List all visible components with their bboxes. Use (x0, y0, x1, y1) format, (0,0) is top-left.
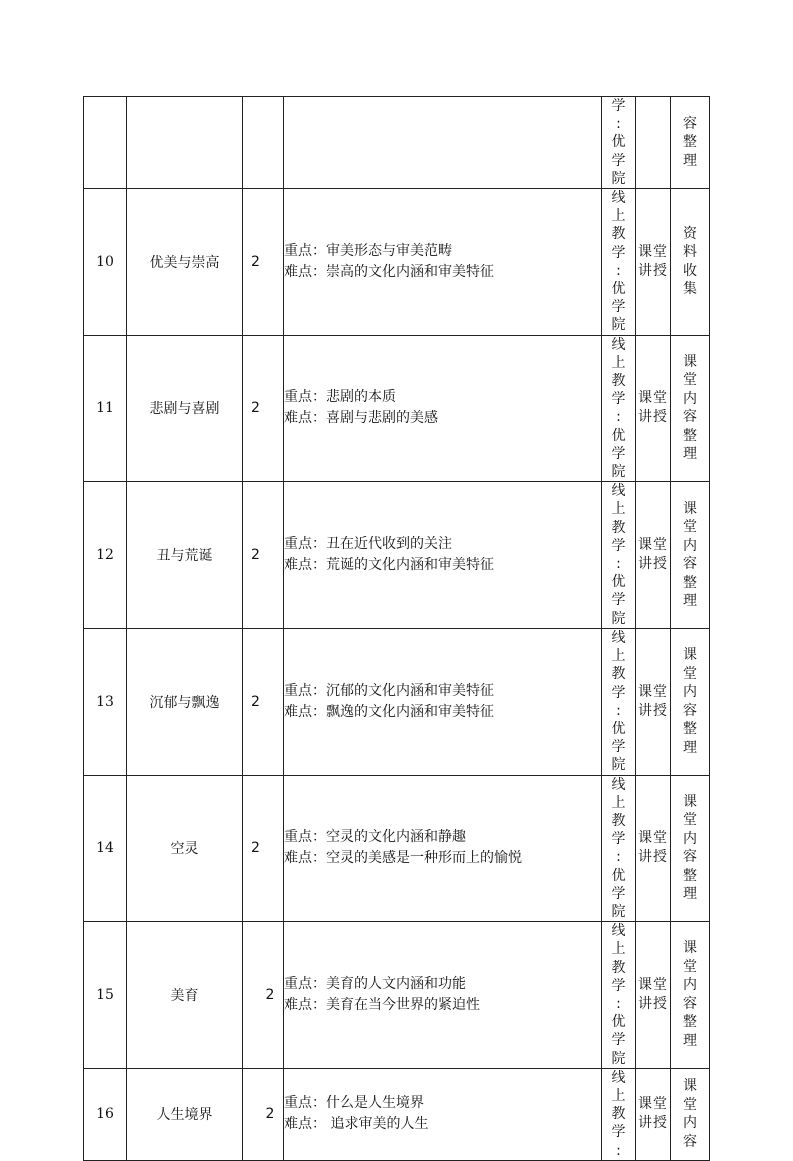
platform-char: 学 (611, 391, 626, 408)
platform-char: 线 (611, 336, 626, 353)
platform-char: 上 (611, 794, 626, 811)
platform-char: 上 (611, 648, 626, 665)
platform-char: 线 (611, 923, 626, 940)
key-point: 重点：空灵的文化内涵和静趣 (284, 829, 466, 846)
task-char: 收 (683, 262, 697, 279)
platform-char: : (616, 262, 621, 279)
lesson-content (284, 97, 602, 189)
task-char: 课 (683, 1078, 697, 1095)
task-char: 容 (683, 409, 697, 426)
teaching-method (636, 922, 671, 1069)
lesson-hours: 2 (243, 189, 284, 336)
student-task (671, 189, 710, 336)
teaching-method (636, 1068, 671, 1160)
method-line: 课堂 (638, 537, 668, 554)
platform-char: : (616, 556, 621, 573)
lesson-hours: 2 (243, 1068, 284, 1160)
lesson-content (284, 922, 602, 1069)
platform-char: 优 (611, 281, 626, 298)
platform-char: 线 (611, 483, 626, 500)
key-point: 重点：沉郁的文化内涵和审美特征 (284, 682, 494, 699)
method-line: 讲授 (638, 556, 668, 573)
lesson-hours: 2 (243, 482, 284, 629)
method-line: 讲授 (638, 409, 668, 426)
teaching-platform (602, 189, 636, 336)
student-task (671, 628, 710, 775)
method-line: 课堂 (638, 683, 668, 700)
student-task (671, 335, 710, 482)
platform-char: 教 (611, 226, 626, 243)
lesson-title (127, 97, 243, 189)
key-point: 重点：美育的人文内涵和功能 (284, 975, 466, 992)
task-char: 整 (683, 721, 697, 738)
task-char: 课 (683, 793, 697, 810)
platform-char: 学 (611, 1124, 626, 1141)
platform-char: 优 (611, 134, 626, 151)
platform-char: 优 (611, 427, 626, 444)
platform-char: 教 (611, 812, 626, 829)
platform-char: : (616, 116, 621, 133)
platform-char: 优 (611, 1014, 626, 1031)
table-row (84, 628, 710, 775)
platform-char: : (616, 702, 621, 719)
platform-char: 线 (611, 190, 626, 207)
lesson-title: 优美与崇高 (127, 189, 243, 336)
task-char: 内 (683, 1115, 697, 1132)
platform-char: 线 (611, 1069, 626, 1086)
platform-char: 教 (611, 959, 626, 976)
platform-char: 学 (611, 98, 626, 114)
lesson-hours: 2 (243, 922, 284, 1069)
key-point: 重点：悲剧的本质 (284, 389, 396, 406)
task-char: 课 (683, 500, 697, 517)
task-char: 整 (683, 134, 697, 151)
difficult-point: 难点：荒诞的文化内涵和审美特征 (284, 557, 494, 574)
table-row (84, 335, 710, 482)
difficult-point: 难点： 追求审美的人生 (284, 1116, 429, 1133)
platform-char: 优 (611, 867, 626, 884)
task-char: 整 (683, 574, 697, 591)
lesson-content (284, 628, 602, 775)
method-line: 课堂 (638, 1096, 668, 1113)
task-char: 理 (683, 1032, 697, 1049)
platform-char: : (616, 995, 621, 1012)
lesson-title: 沉郁与飘逸 (127, 628, 243, 775)
task-char: 理 (683, 886, 697, 903)
lesson-number: 12 (84, 482, 127, 629)
platform-char: 学 (611, 831, 626, 848)
lesson-title: 空灵 (127, 775, 243, 922)
teaching-method (636, 628, 671, 775)
method-line: 讲授 (638, 1115, 668, 1132)
lesson-content (284, 482, 602, 629)
teaching-method (636, 775, 671, 922)
table-row (84, 189, 710, 336)
course-schedule-table (83, 96, 710, 1161)
platform-char: 优 (611, 574, 626, 591)
table-row (84, 1068, 710, 1160)
lesson-content (284, 775, 602, 922)
key-point: 重点：丑在近代收到的关注 (284, 536, 452, 553)
task-char: 容 (683, 556, 697, 573)
platform-char: 上 (611, 208, 626, 225)
lesson-title: 丑与荒诞 (127, 482, 243, 629)
platform-char: 院 (611, 317, 626, 334)
lesson-hours (243, 97, 284, 189)
task-char: 内 (683, 977, 697, 994)
method-line: 讲授 (638, 849, 668, 866)
student-task (671, 482, 710, 629)
platform-char: 上 (611, 941, 626, 958)
key-point: 重点：什么是人生境界 (284, 1095, 424, 1112)
task-char: 理 (683, 593, 697, 610)
lesson-title: 悲剧与喜剧 (127, 335, 243, 482)
student-task (671, 1068, 710, 1160)
teaching-platform (602, 335, 636, 482)
teaching-method (636, 482, 671, 629)
platform-char: 学 (611, 739, 626, 756)
task-char: 堂 (683, 372, 697, 389)
task-char: 容 (683, 995, 697, 1012)
platform-char: 学 (611, 684, 626, 701)
lesson-number (84, 97, 127, 189)
method-line: 讲授 (638, 262, 668, 279)
task-char: 课 (683, 647, 697, 664)
lesson-number: 10 (84, 189, 127, 336)
platform-char: 院 (611, 610, 626, 627)
teaching-platform (602, 775, 636, 922)
task-char: 堂 (683, 958, 697, 975)
task-char: 堂 (683, 665, 697, 682)
task-char: 堂 (683, 812, 697, 829)
teaching-platform (602, 482, 636, 629)
platform-char: 院 (611, 903, 626, 920)
teaching-platform (602, 922, 636, 1069)
teaching-method (636, 335, 671, 482)
lesson-hours: 2 (243, 628, 284, 775)
platform-char: 学 (611, 592, 626, 609)
table-row (84, 922, 710, 1069)
platform-char: 学 (611, 537, 626, 554)
task-char: 内 (683, 684, 697, 701)
platform-char: 教 (611, 666, 626, 683)
platform-char: : (616, 409, 621, 426)
lesson-hours: 2 (243, 775, 284, 922)
method-line: 讲授 (638, 702, 668, 719)
platform-char: 学 (611, 299, 626, 316)
task-char: 课 (683, 353, 697, 370)
lesson-number: 15 (84, 922, 127, 1069)
platform-char: 优 (611, 720, 626, 737)
task-char: 堂 (683, 519, 697, 536)
platform-char: 线 (611, 776, 626, 793)
task-char: 理 (683, 446, 697, 463)
lesson-content (284, 189, 602, 336)
teaching-method (636, 97, 671, 189)
method-line: 课堂 (638, 830, 668, 847)
task-char: 内 (683, 537, 697, 554)
key-point: 重点：审美形态与审美范畴 (284, 242, 452, 259)
platform-char: 学 (611, 152, 626, 169)
task-char: 堂 (683, 1096, 697, 1113)
method-line: 课堂 (638, 243, 668, 260)
platform-char: 上 (611, 501, 626, 518)
platform-char: 学 (611, 445, 626, 462)
task-char: 整 (683, 427, 697, 444)
method-line: 讲授 (638, 995, 668, 1012)
task-char: 容 (683, 702, 697, 719)
task-char: 容 (683, 115, 697, 132)
task-char: 内 (683, 390, 697, 407)
lesson-number: 11 (84, 335, 127, 482)
task-char: 容 (683, 1133, 697, 1150)
platform-char: 院 (611, 170, 626, 187)
table-row (84, 482, 710, 629)
method-line: 课堂 (638, 390, 668, 407)
student-task (671, 775, 710, 922)
platform-char: : (616, 849, 621, 866)
task-char: 集 (683, 281, 697, 298)
task-char: 整 (683, 867, 697, 884)
task-char: 内 (683, 830, 697, 847)
method-line: 课堂 (638, 976, 668, 993)
task-char: 料 (683, 244, 697, 261)
platform-char: 教 (611, 1106, 626, 1123)
student-task (671, 97, 710, 189)
platform-char: 学 (611, 885, 626, 902)
task-char: 理 (683, 152, 697, 169)
platform-char: 学 (611, 244, 626, 261)
platform-char: 学 (611, 1032, 626, 1049)
task-char: 课 (683, 940, 697, 957)
platform-char: 院 (611, 1050, 626, 1067)
difficult-point: 难点：喜剧与悲剧的美感 (284, 410, 438, 427)
lesson-content (284, 335, 602, 482)
platform-char: 教 (611, 519, 626, 536)
teaching-method (636, 189, 671, 336)
lesson-number: 14 (84, 775, 127, 922)
platform-char: 上 (611, 1087, 626, 1104)
table-row (84, 775, 710, 922)
difficult-point: 难点：美育在当今世界的紧迫性 (284, 996, 480, 1013)
lesson-hours: 2 (243, 335, 284, 482)
task-char: 资 (683, 225, 697, 242)
difficult-point: 难点：空灵的美感是一种形而上的愉悦 (284, 850, 522, 867)
platform-char: 教 (611, 373, 626, 390)
platform-char: 院 (611, 757, 626, 774)
lesson-title: 美育 (127, 922, 243, 1069)
task-char: 整 (683, 1014, 697, 1031)
platform-char: 学 (611, 977, 626, 994)
student-task (671, 922, 710, 1069)
task-char: 理 (683, 739, 697, 756)
lesson-content (284, 1068, 602, 1160)
teaching-platform (602, 628, 636, 775)
teaching-platform (602, 97, 636, 189)
lesson-number: 16 (84, 1068, 127, 1160)
platform-char: 院 (611, 464, 626, 481)
platform-char: 上 (611, 354, 626, 371)
teaching-platform (602, 1068, 636, 1160)
difficult-point: 难点：飘逸的文化内涵和审美特征 (284, 703, 494, 720)
lesson-title: 人生境界 (127, 1068, 243, 1160)
lesson-number: 13 (84, 628, 127, 775)
platform-char: 线 (611, 629, 626, 646)
table-row (84, 97, 710, 189)
task-char: 容 (683, 849, 697, 866)
difficult-point: 难点：崇高的文化内涵和审美特征 (284, 263, 494, 280)
platform-char: : (616, 1142, 621, 1159)
